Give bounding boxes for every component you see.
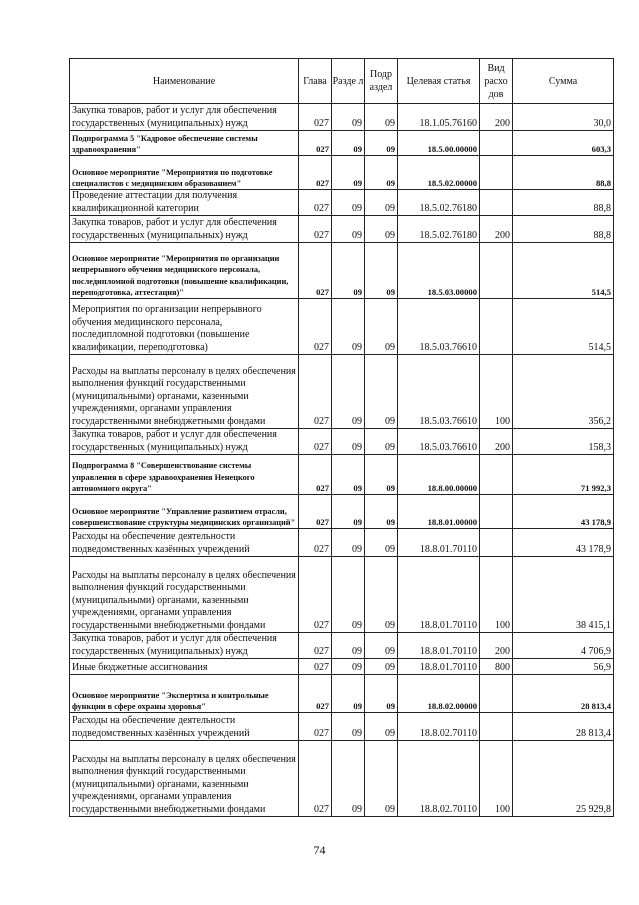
- row-kind: 200: [480, 429, 513, 455]
- row-sum: 88,8: [513, 190, 614, 216]
- row-section: 09: [332, 633, 365, 659]
- row-name: Иные бюджетные ассигнования: [70, 659, 299, 675]
- header-section: Разде л: [332, 59, 365, 104]
- row-target: 18.8.01.70110: [398, 659, 480, 675]
- row-section: 09: [332, 495, 365, 529]
- row-kind: [480, 713, 513, 741]
- row-sum: 158,3: [513, 429, 614, 455]
- row-target: 18.5.03.76610: [398, 299, 480, 355]
- row-subsection: 09: [365, 455, 398, 495]
- row-subsection: 09: [365, 675, 398, 713]
- row-target: 18.1.05.76160: [398, 104, 480, 131]
- row-chapter: 027: [299, 529, 332, 557]
- row-name: Закупка товаров, работ и услуг для обеспечения государственных (муниципальных) нужд: [70, 633, 299, 659]
- row-target: 18.8.01.00000: [398, 495, 480, 529]
- row-subsection: 09: [365, 741, 398, 817]
- row-sum: 43 178,9: [513, 495, 614, 529]
- row-kind: 200: [480, 216, 513, 243]
- row-name: Расходы на обеспечение деятельности подведомственных казённых учреждений: [70, 529, 299, 557]
- row-section: 09: [332, 429, 365, 455]
- table-row: [70, 299, 614, 355]
- row-kind: 100: [480, 557, 513, 633]
- row-chapter: 027: [299, 557, 332, 633]
- row-sum: 43 178,9: [513, 529, 614, 557]
- row-subsection: 09: [365, 557, 398, 633]
- row-target: 18.5.02.00000: [398, 156, 480, 190]
- row-target: 18.8.01.70110: [398, 633, 480, 659]
- row-sum: 25 929,8: [513, 741, 614, 817]
- row-kind: [480, 529, 513, 557]
- row-chapter: 027: [299, 495, 332, 529]
- row-name: Закупка товаров, работ и услуг для обеспечения государственных (муниципальных) нужд: [70, 429, 299, 455]
- table-row: [70, 557, 614, 633]
- row-name: Закупка товаров, работ и услуг для обеспечения государственных (муниципальных) нужд: [70, 104, 299, 131]
- row-subsection: 09: [365, 633, 398, 659]
- row-name: Основное мероприятие "Мероприятия по подготовке специалистов с медицинским образованием": [70, 156, 299, 190]
- row-section: 09: [332, 104, 365, 131]
- row-sum: 356,2: [513, 355, 614, 429]
- row-name: Подпрограмма 8 "Совершенствование системы управления в сфере здравоохранения Ненецкого автономного округа": [70, 455, 299, 495]
- row-chapter: 027: [299, 713, 332, 741]
- row-kind: [480, 495, 513, 529]
- row-target: 18.5.02.76180: [398, 190, 480, 216]
- row-subsection: 09: [365, 131, 398, 156]
- table-row: [70, 190, 614, 216]
- row-sum: 38 415,1: [513, 557, 614, 633]
- row-section: 09: [332, 713, 365, 741]
- table-row: [70, 529, 614, 557]
- row-subsection: 09: [365, 190, 398, 216]
- row-chapter: 027: [299, 355, 332, 429]
- table-row: [70, 741, 614, 817]
- row-subsection: 09: [365, 429, 398, 455]
- row-subsection: 09: [365, 495, 398, 529]
- row-sum: 4 706,9: [513, 633, 614, 659]
- row-sum: 28 813,4: [513, 675, 614, 713]
- table-row: [70, 659, 614, 675]
- row-sum: 30,0: [513, 104, 614, 131]
- row-kind: [480, 675, 513, 713]
- row-target: 18.8.02.70110: [398, 741, 480, 817]
- row-section: 09: [332, 741, 365, 817]
- row-chapter: 027: [299, 429, 332, 455]
- row-target: 18.5.03.76610: [398, 355, 480, 429]
- row-target: 18.8.01.70110: [398, 557, 480, 633]
- table-row: [70, 429, 614, 455]
- table-row: [70, 243, 614, 299]
- row-sum: 56,9: [513, 659, 614, 675]
- table-row: [70, 131, 614, 156]
- row-sum: 28 813,4: [513, 713, 614, 741]
- row-kind: 100: [480, 355, 513, 429]
- row-section: 09: [332, 243, 365, 299]
- page-number: 74: [313, 843, 326, 857]
- budget-sheet: [69, 58, 613, 817]
- row-name: Подпрограмма 5 "Кадровое обеспечение системы здравоохранения": [70, 131, 299, 156]
- row-kind: 200: [480, 104, 513, 131]
- row-target: 18.8.00.00000: [398, 455, 480, 495]
- row-subsection: 09: [365, 659, 398, 675]
- row-chapter: 027: [299, 131, 332, 156]
- header-target: Целевая статья: [398, 59, 480, 104]
- table-row: [70, 156, 614, 190]
- row-target: 18.8.02.00000: [398, 675, 480, 713]
- row-chapter: 027: [299, 633, 332, 659]
- row-chapter: 027: [299, 741, 332, 817]
- row-sum: 514,5: [513, 243, 614, 299]
- row-target: 18.5.02.76180: [398, 216, 480, 243]
- row-name: Мероприятия по организации непрерывного обучения медицинского персонала, последипломной подготовки (повышение квалификации, переподготовка): [70, 299, 299, 355]
- row-section: 09: [332, 299, 365, 355]
- row-subsection: 09: [365, 529, 398, 557]
- table-row: [70, 633, 614, 659]
- row-target: 18.5.00.00000: [398, 131, 480, 156]
- row-kind: [480, 131, 513, 156]
- row-sum: 88,8: [513, 156, 614, 190]
- row-sum: 603,3: [513, 131, 614, 156]
- row-kind: [480, 190, 513, 216]
- row-target: 18.5.03.76610: [398, 429, 480, 455]
- row-section: 09: [332, 216, 365, 243]
- row-sum: 88,8: [513, 216, 614, 243]
- header-sum: Сумма: [513, 59, 614, 104]
- table-row: [70, 216, 614, 243]
- row-chapter: 027: [299, 675, 332, 713]
- table-row: [70, 455, 614, 495]
- row-kind: [480, 299, 513, 355]
- table-row: [70, 713, 614, 741]
- row-kind: [480, 455, 513, 495]
- table-row: [70, 355, 614, 429]
- row-name: Основное мероприятие "Управление развитием отрасли, совершенствование структуры медицинских организаций": [70, 495, 299, 529]
- row-subsection: 09: [365, 713, 398, 741]
- header-subsection: Подр аздел: [365, 59, 398, 104]
- row-subsection: 09: [365, 355, 398, 429]
- row-section: 09: [332, 355, 365, 429]
- row-section: 09: [332, 455, 365, 495]
- row-name: Расходы на обеспечение деятельности подведомственных казённых учреждений: [70, 713, 299, 741]
- row-section: 09: [332, 529, 365, 557]
- row-subsection: 09: [365, 299, 398, 355]
- row-target: 18.5.03.00000: [398, 243, 480, 299]
- row-chapter: 027: [299, 243, 332, 299]
- row-kind: [480, 243, 513, 299]
- row-section: 09: [332, 659, 365, 675]
- row-chapter: 027: [299, 104, 332, 131]
- row-target: 18.8.01.70110: [398, 529, 480, 557]
- header-chapter: Глава: [299, 59, 332, 104]
- row-target: 18.8.02.70110: [398, 713, 480, 741]
- row-chapter: 027: [299, 659, 332, 675]
- row-name: Расходы на выплаты персоналу в целях обеспечения выполнения функций государственными (муниципальными) органами, казенными учреждениями, органами управления государственными внебюджетными фондами: [70, 355, 299, 429]
- row-sum: 514,5: [513, 299, 614, 355]
- row-chapter: 027: [299, 455, 332, 495]
- row-subsection: 09: [365, 243, 398, 299]
- table-row: [70, 675, 614, 713]
- row-name: Расходы на выплаты персоналу в целях обеспечения выполнения функций государственными (муниципальными) органами, казенными учреждениями, органами управления государственными внебюджетными фондами: [70, 557, 299, 633]
- row-chapter: 027: [299, 156, 332, 190]
- row-subsection: 09: [365, 216, 398, 243]
- row-chapter: 027: [299, 216, 332, 243]
- row-section: 09: [332, 190, 365, 216]
- row-chapter: 027: [299, 299, 332, 355]
- row-name: Проведение аттестации для получения квалификационной категории: [70, 190, 299, 216]
- row-kind: [480, 156, 513, 190]
- table-row: [70, 495, 614, 529]
- row-chapter: 027: [299, 190, 332, 216]
- row-name: Расходы на выплаты персоналу в целях обеспечения выполнения функций государственными (муниципальными) органами, казенными учреждениями, органами управления государственными внебюджетными фондами: [70, 741, 299, 817]
- row-section: 09: [332, 675, 365, 713]
- row-subsection: 09: [365, 104, 398, 131]
- row-subsection: 09: [365, 156, 398, 190]
- row-section: 09: [332, 557, 365, 633]
- table-row: [70, 104, 614, 131]
- table-header-row: [70, 59, 614, 104]
- header-name: Наименование: [70, 59, 299, 104]
- row-sum: 71 992,3: [513, 455, 614, 495]
- budget-table: [69, 58, 614, 817]
- row-name: Основное мероприятие "Мероприятия по организации непрерывного обучения медицинского персонала, последипломной подготовки (повышение квалификации, переподготовка, аттестация)": [70, 243, 299, 299]
- row-name: Основное мероприятие "Экспертиза и контрольные функции в сфере охраны здоровья": [70, 675, 299, 713]
- row-kind: 800: [480, 659, 513, 675]
- row-section: 09: [332, 131, 365, 156]
- row-section: 09: [332, 156, 365, 190]
- row-kind: 100: [480, 741, 513, 817]
- row-kind: 200: [480, 633, 513, 659]
- row-name: Закупка товаров, работ и услуг для обеспечения государственных (муниципальных) нужд: [70, 216, 299, 243]
- header-kind: Вид расхо дов: [480, 59, 513, 104]
